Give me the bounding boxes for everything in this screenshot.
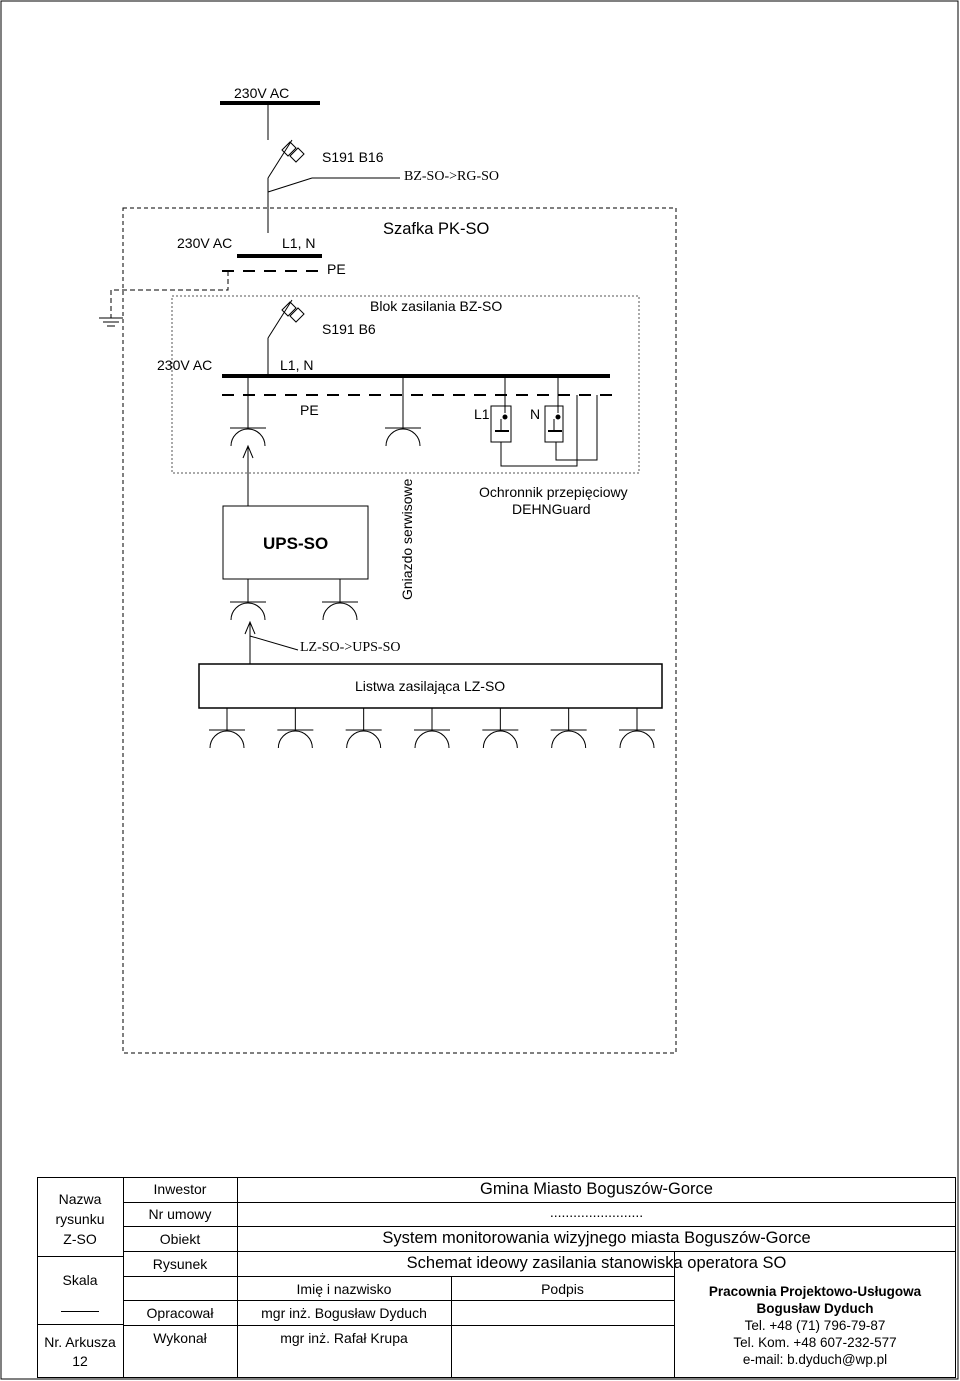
executed-value: mgr inż. Rafał Krupa — [280, 1330, 408, 1346]
surge-n-label: N — [530, 406, 541, 422]
company-phone: Tel. +48 (71) 796-79-87 — [744, 1318, 886, 1333]
ups-input-socket-icon — [230, 428, 266, 446]
scale-label: Skala — [62, 1272, 98, 1288]
investor-value: Gmina Miasto Boguszów-Gorce — [480, 1180, 713, 1198]
b6-breaker-icon — [282, 302, 304, 322]
strip-socket-icon — [209, 708, 245, 748]
cabinet-l1n-label: L1, N — [282, 235, 316, 251]
cable-bz-rg-leader — [268, 178, 312, 192]
surge-protector-line2: DEHNGuard — [512, 501, 591, 517]
drawing-name-value: Z-SO — [63, 1231, 97, 1247]
ups-output-socket-1-icon — [230, 602, 266, 620]
cable-lz-ups-leader — [250, 636, 298, 650]
sheet-no-value: 12 — [72, 1353, 88, 1369]
block-boundary — [172, 296, 639, 473]
surge-protector-icon — [491, 395, 597, 466]
cabinet-supply-label: 230V AC — [177, 235, 233, 251]
ups-output-socket-2-icon — [322, 602, 358, 620]
object-value: System monitorowania wizyjnego miasta Boguszów-Gorce — [382, 1229, 811, 1247]
earth-icon — [99, 318, 123, 326]
service-socket-icon — [385, 428, 421, 446]
strip-socket-icon — [277, 708, 313, 748]
supply-label: 230V AC — [234, 85, 290, 101]
drawing-name-label: Nazwa rysunku — [55, 1191, 105, 1227]
block-supply-label: 230V AC — [157, 357, 213, 373]
name-header: Imię i nazwisko — [296, 1281, 392, 1297]
drawing-label: Rysunek — [152, 1256, 208, 1272]
strip-socket-icon — [414, 708, 450, 748]
b6-blade — [268, 300, 292, 338]
main-breaker-blade — [268, 140, 292, 178]
b6-breaker-label: S191 B6 — [322, 321, 376, 337]
cable-lz-ups-label: LZ-SO->UPS-SO — [300, 640, 401, 655]
strip-socket-icon — [619, 708, 655, 748]
main-breaker-label: S191 B16 — [322, 149, 384, 165]
block-title: Blok zasilania BZ-SO — [370, 298, 503, 314]
earth-wire — [111, 271, 228, 318]
prepared-value: mgr inż. Bogusław Dyduch — [261, 1305, 427, 1321]
sheet-no-label: Nr. Arkusza — [44, 1334, 116, 1350]
block-pe-label: PE — [300, 402, 319, 418]
cabinet-pe-label: PE — [327, 261, 346, 277]
executed-label: Wykonał — [153, 1330, 207, 1346]
ups-label: UPS-SO — [263, 534, 329, 553]
company-mobile: Tel. Kom. +48 607-232-577 — [733, 1335, 897, 1350]
main-breaker-icon — [282, 142, 304, 162]
prepared-label: Opracował — [146, 1305, 214, 1321]
power-strip-label: Listwa zasilająca LZ-SO — [355, 678, 506, 694]
object-label: Obiekt — [159, 1231, 201, 1247]
title-block — [37, 1177, 956, 1378]
surge-l1-label: L1 — [474, 406, 490, 422]
power-strip-sockets — [209, 708, 655, 748]
company-line1: Pracownia Projektowo-Usługowa — [708, 1284, 922, 1299]
contract-label: Nr umowy — [148, 1206, 212, 1222]
drawing-value: Schemat ideowy zasilania stanowiska operatora SO — [406, 1254, 787, 1272]
surge-protector-line1: Ochronnik przepięciowy — [479, 484, 628, 500]
cable-bz-rg-label: BZ-SO->RG-SO — [404, 169, 500, 184]
company-line2: Bogusław Dyduch — [756, 1301, 874, 1316]
strip-socket-icon — [551, 708, 587, 748]
signature-header: Podpis — [541, 1281, 584, 1297]
contract-value: ........................ — [549, 1204, 644, 1220]
cabinet-boundary — [123, 208, 676, 1053]
strip-socket-icon — [482, 708, 518, 748]
block-l1n-label: L1, N — [280, 357, 314, 373]
service-socket-label: Gniazdo serwisowe — [399, 478, 415, 600]
strip-socket-icon — [346, 708, 382, 748]
investor-label: Inwestor — [153, 1181, 207, 1197]
cabinet-title: Szafka PK-SO — [383, 220, 490, 238]
company-email: e-mail: b.dyduch@wp.pl — [742, 1352, 888, 1367]
